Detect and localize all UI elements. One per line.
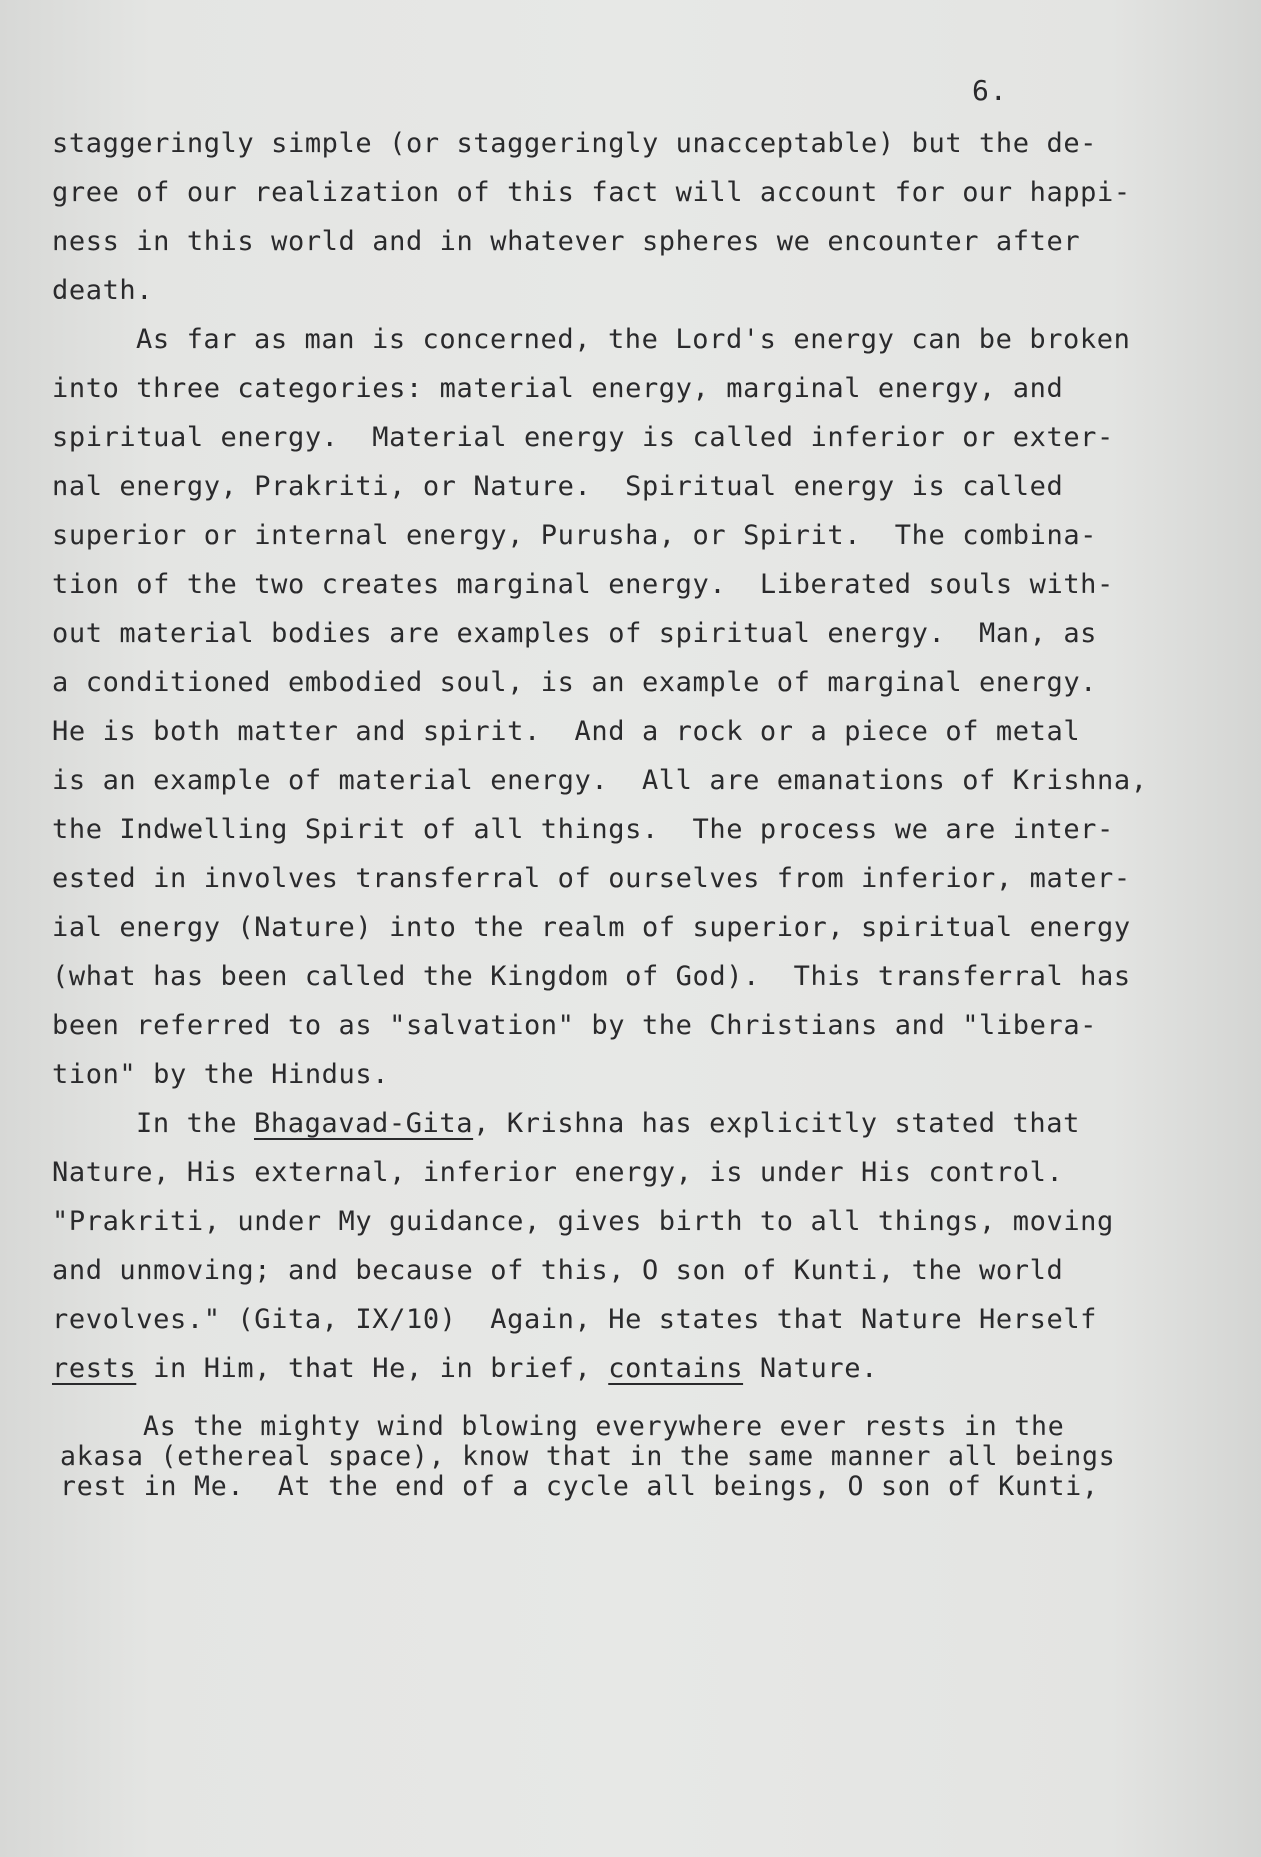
text-segment: , Krishna has explicitly stated that <box>473 1108 1080 1139</box>
text-line: As far as man is concerned, the Lord's energy can be broken <box>136 324 1131 355</box>
text-line: revolves." (Gita, IX/10) Again, He states that Nature Herself <box>52 1304 1098 1335</box>
text-line: is an example of material energy. All are emanations of Krishna, <box>52 765 1148 796</box>
text-line: out material bodies are examples of spiritual energy. Man, as <box>52 618 1098 649</box>
text-line: the Indwelling Spirit of all things. The process we are inter- <box>52 814 1114 845</box>
text-line: Nature, His external, inferior energy, is under His control. <box>52 1157 1064 1188</box>
text-line: been referred to as "salvation" by the Christians and "libera- <box>52 1010 1098 1041</box>
page-number: 6. <box>972 74 1008 107</box>
text-line: into three categories: material energy, marginal energy, and <box>52 373 1064 404</box>
text-line: He is both matter and spirit. And a rock or a piece of metal <box>52 716 1081 747</box>
text-segment: In the <box>136 1108 254 1139</box>
text-line: death. <box>52 275 154 306</box>
text-segment: Nature. <box>743 1353 878 1384</box>
text-line <box>52 1353 878 1385</box>
quote-line: akasa (ethereal space), know that in the same manner all beings <box>60 1441 1116 1472</box>
text-line: a conditioned embodied soul, is an example of marginal energy. <box>52 667 1098 698</box>
emphasized-word: contains <box>608 1353 744 1384</box>
emphasized-word: rests <box>52 1353 137 1384</box>
text-line <box>136 1108 1080 1140</box>
text-line: gree of our realization of this fact will account for our happi- <box>52 177 1131 208</box>
text-segment: in Him, that He, in brief, <box>136 1353 609 1384</box>
text-line: tion" by the Hindus. <box>52 1059 390 1090</box>
quote-line: As the mighty wind blowing everywhere ever rests in the <box>143 1411 1065 1442</box>
text-line: ested in involves transferral of ourselves from inferior, mater- <box>52 863 1131 894</box>
text-line: nal energy, Prakriti, or Nature. Spiritual energy is called <box>52 471 1064 502</box>
text-line: spiritual energy. Material energy is called inferior or exter- <box>52 422 1114 453</box>
text-line: (what has been called the Kingdom of God). This transferral has <box>52 961 1131 992</box>
text-line: "Prakriti, under My guidance, gives birth to all things, moving <box>52 1206 1114 1237</box>
text-line: superior or internal energy, Purusha, or Spirit. The combina- <box>52 520 1098 551</box>
text-line: and unmoving; and because of this, O son of Kunti, the world <box>52 1255 1064 1286</box>
text-line: ness in this world and in whatever spheres we encounter after <box>52 226 1081 257</box>
text-line: staggeringly simple (or staggeringly unacceptable) but the de- <box>52 128 1098 159</box>
text-line: ial energy (Nature) into the realm of superior, spiritual energy <box>52 912 1131 943</box>
quote-line: rest in Me. At the end of a cycle all beings, O son of Kunti, <box>60 1471 1099 1502</box>
text-line: tion of the two creates marginal energy. Liberated souls with- <box>52 569 1114 600</box>
book-title: Bhagavad-Gita <box>254 1108 474 1139</box>
